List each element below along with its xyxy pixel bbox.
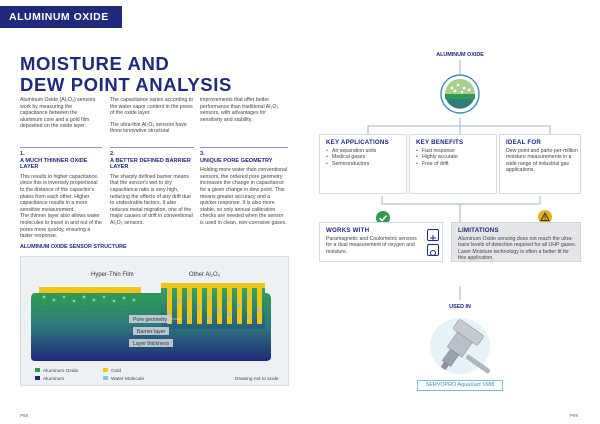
callout-pore-geometry: Pore geometry (133, 317, 168, 323)
title-line-1: MOISTURE AND (20, 53, 170, 74)
sensor-structure-diagram (20, 256, 289, 386)
legend-swatch (35, 376, 40, 380)
card-key-benefits (409, 134, 497, 194)
card-title: LIMITATIONS (458, 227, 499, 234)
paramagnetic-icon (427, 229, 439, 241)
feature-title: A BETTER DEFINED BARRIER LAYER (110, 157, 191, 171)
diagram-label-left: Hyper-Thin Film (91, 272, 134, 278)
callout-barrier-layer: Barrier layer (137, 329, 166, 335)
product-image (408, 314, 512, 378)
card-title: KEY APPLICATIONS (326, 139, 389, 146)
card-title: WORKS WITH (326, 227, 370, 234)
legend-label: Gold (111, 369, 122, 374)
card-key-applications (319, 134, 407, 194)
gold-layer (39, 287, 141, 293)
flow-top-label: ALUMINUM OXIDE (436, 52, 484, 58)
divider (110, 147, 194, 148)
intro-text-2a: The capacitance varies according to the water vapor content in the pores of the oxide layer. (110, 97, 194, 117)
intro-text-2b: The ultra-thin Al₂O₃ sensors have three innovative structural (110, 121, 187, 135)
intro-text-1: Aluminum Oxide (Al₂O₃) sensors work by measuring the capacitance between the aluminum core and a gold film deposited on the oxide layer. (20, 97, 96, 130)
legend-label: Water Molecule (111, 377, 145, 382)
intro-col-2 (110, 97, 194, 140)
feature-title: UNIQUE PORE GEOMETRY (200, 157, 273, 164)
callout-layer-thickness: Layer thickness (133, 341, 170, 347)
feature-3 (200, 147, 288, 232)
legend-swatch (103, 376, 108, 380)
page-number-left: P68 (20, 413, 29, 418)
ideal-text: Dew point and parts-per-million moisture measurements in a wide range of industrial gas applications. (506, 148, 578, 174)
header-bar (0, 0, 600, 30)
list-item: • Highly accurate (416, 154, 458, 160)
feature-text: This results in higher capacitance, since this is inversely proportional to the distance of the capacitor's plates from each other. Higher capacitance results in a more sensitive measurement. (20, 173, 99, 213)
divider (20, 147, 102, 148)
page-title (20, 53, 232, 95)
feature-text-2: The thinner layer also allows water molecules to travel in and out of the pores more quickly, ensuring a faster response. (20, 213, 102, 240)
legend-swatch (35, 368, 40, 372)
list-item: • Free of drift (416, 161, 458, 167)
list-item: • Air separation units (326, 148, 376, 154)
limitations-text: Aluminum Oxide sensing does not reach the ultra-trace levels of detection required for all UHP gases. Laser Moisture technology is often a better fit for this application. (458, 236, 577, 262)
applications-list (326, 148, 376, 167)
sensor-illustration (21, 257, 290, 387)
card-works-with (319, 222, 443, 262)
legend-swatch (103, 368, 108, 372)
diagram-label-right: Other Al₂O₃ (189, 272, 221, 278)
product-label: SERVOPRO AquaXact 1688 (417, 380, 503, 391)
feature-text: Holding more water than conventional sensors, the ordered pore geometry increases the change in capacitance for a given change in dew point. This means greater accuracy and a quicker response. It is also more stable, so only annual calibration checks are needed when the sensor is used in clean, non-corrosive gases. (200, 167, 288, 226)
feature-number: 2. (110, 151, 115, 157)
list-item: • Medical gases (326, 154, 376, 160)
title-line-2: DEW POINT ANALYSIS (20, 74, 232, 95)
feature-number: 3. (200, 151, 205, 157)
feature-title: A MUCH THINNER OXIDE LAYER (20, 157, 88, 171)
sensor-icon (433, 74, 487, 114)
works-text: Paramagnetic and Coulometric sensors for a dual measurement of oxygen and moisture. (326, 236, 417, 255)
feature-1 (20, 147, 102, 245)
card-ideal-for (499, 134, 581, 194)
benefits-list (416, 148, 458, 167)
feature-text: The sharply defined barrier means that the sensor's wet to dry capacitance ratio is very high, reducing the effects of any drift due to undesirable factors. It also reduces metal migration, one of the major causes of drift in conventional Al₂O₃ sensors. (110, 173, 193, 226)
feature-2 (110, 147, 194, 232)
intro-text-3: improvements that offer better performance than traditional Al₂O₃ sensors, with advantages for sensitivity and stability. (200, 97, 279, 123)
intro-col-3 (200, 97, 288, 128)
gold-layer-right (161, 283, 265, 288)
section-tab: ALUMINUM OXIDE (0, 6, 122, 28)
list-item: • Semiconductors (326, 161, 376, 167)
legend-label: Aluminum (43, 377, 65, 382)
list-item: • Fast response (416, 148, 458, 154)
used-in-label: USED IN (449, 304, 471, 310)
card-title: KEY BENEFITS (416, 139, 464, 146)
coulometric-icon (427, 244, 439, 256)
card-limitations (451, 222, 581, 262)
card-title: IDEAL FOR (506, 139, 542, 146)
intro-col-1 (20, 97, 98, 135)
diagram-note: Drawing not to scale (235, 377, 279, 382)
legend-label: Aluminum Oxide (43, 369, 79, 374)
divider (200, 147, 288, 148)
page-number-right: P69 (570, 413, 579, 418)
diagram-heading: ALUMINUM OXIDE SENSOR STRUCTURE (20, 244, 127, 250)
feature-number: 1. (20, 151, 25, 157)
